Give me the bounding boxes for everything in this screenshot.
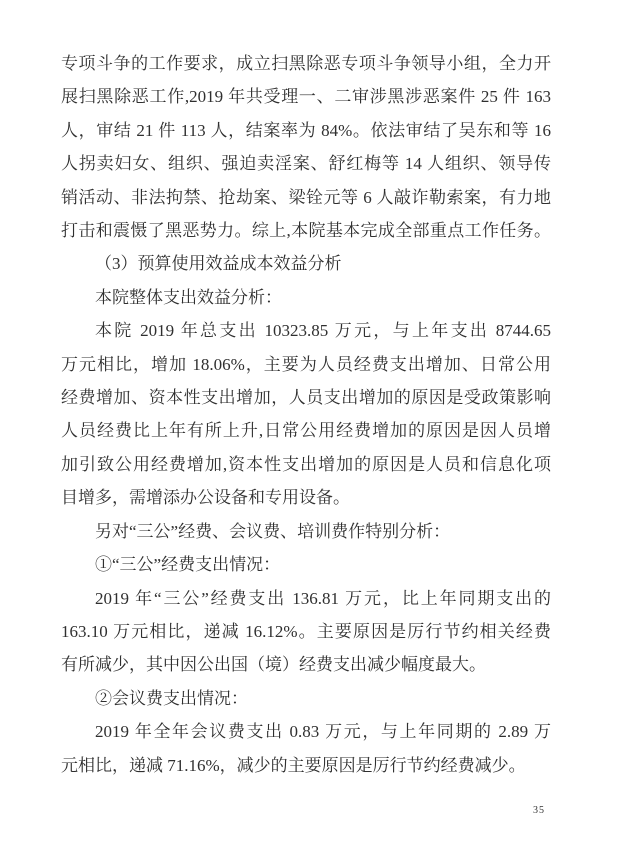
text-line: 本院整体支出效益分析： [95,287,282,307]
text-line: 目增多，需增添办公设备和专用设备。 [61,488,350,508]
text-line: 人拐卖妇女、组织、强迫卖淫案、舒红梅等 14 人组织、领导传 [61,154,551,174]
document-body [61,47,551,782]
text-line: 经费增加、资本性支出增加，人员支出增加的原因是受政策影响 [61,388,551,408]
text-line: ②会议费支出情况： [95,688,248,708]
text-line: 打击和震慑了黑恶势力。综上,本院基本完成全部重点工作任务。 [61,221,551,241]
text-line: 本院 2019 年总支出 10323.85 万元，与上年支出 8744.65 [95,321,551,341]
text-line: 展扫黑除恶工作,2019 年共受理一、二审涉黑涉恶案件 25 件 163 [61,87,551,107]
text-line: 万元相比，增加 18.06%，主要为人员经费支出增加、日常公用 [61,354,551,374]
text-line: 2019 年全年会议费支出 0.83 万元，与上年同期的 2.89 万 [95,722,551,742]
text-line: 另对“三公”经费、会议费、培训费作特别分析： [95,521,451,541]
text-line: ①“三公”经费支出情况： [95,555,281,575]
page-number: 35 [533,805,545,816]
text-line: 人，审结 21 件 113 人，结案率为 84%。依法审结了吴东和等 16 [61,120,551,140]
text-line: 2019 年“三公”经费支出 136.81 万元，比上年同期支出的 [95,588,551,608]
text-line: 销活动、非法拘禁、抢劫案、梁铨元等 6 人敲诈勒索案，有力地 [61,187,551,207]
text-line: （3）预算使用效益成本效益分析 [95,254,342,274]
text-line: 有所减少，其中因公出国（境）经费支出减少幅度最大。 [61,655,486,675]
text-line: 人员经费比上年有所上升,日常公用经费增加的原因是因人员增 [61,421,551,441]
text-line: 163.10 万元相比，递减 16.12%。主要原因是厉行节约相关经费 [61,621,551,641]
text-line: 专项斗争的工作要求，成立扫黑除恶专项斗争领导小组，全力开 [61,54,551,73]
text-line: 元相比，递减 71.16%，减少的主要原因是厉行节约经费减少。 [61,755,526,775]
text-line: 加引致公用经费增加,资本性支出增加的原因是人员和信息化项 [61,454,551,474]
